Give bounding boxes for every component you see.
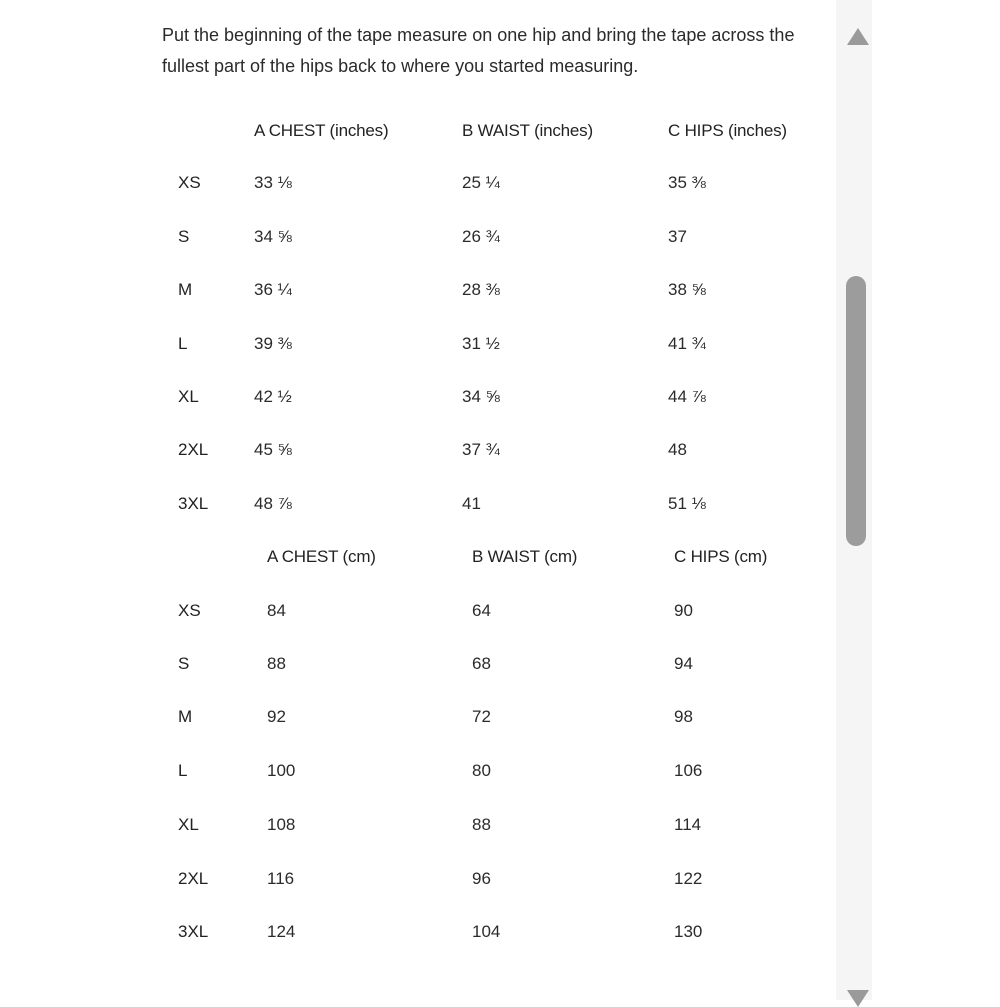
chest-value: 34 ⅝ [254,227,292,246]
table-row [0,917,836,947]
chest-value: 33 ⅛ [254,173,292,192]
table-row [0,702,836,732]
waist-value: 80 [472,761,491,780]
column-header-hips-inches: C HIPS (inches) [668,121,787,140]
waist-value: 68 [472,654,491,673]
column-header-waist-cm: B WAIST (cm) [472,547,578,566]
waist-value: 37 ¾ [462,440,500,459]
waist-value: 26 ¾ [462,227,500,246]
table-row [0,222,836,252]
waist-value: 31 ½ [462,334,500,353]
scrollbar-thumb[interactable] [846,276,866,546]
table-row [0,382,836,412]
waist-value: 25 ¼ [462,173,500,192]
size-label: M [178,707,193,726]
size-label: S [178,227,190,246]
column-header-hips-cm: C HIPS (cm) [674,547,768,566]
column-header-chest-cm: A CHEST (cm) [267,547,376,566]
hips-value: 37 [668,227,687,246]
table-row [0,810,836,840]
chest-value: 108 [267,815,296,834]
waist-value: 104 [472,922,501,941]
size-label: XL [178,815,199,834]
hips-value: 130 [674,922,703,941]
chest-value: 45 ⅝ [254,440,292,459]
size-label: 2XL [178,869,209,888]
size-label: M [178,280,193,299]
measuring-instructions: Put the beginning of the tape measure on one hip and bring the tape across the fullest part of the hips back to where you started measuring. [162,25,795,76]
waist-value: 41 [462,494,481,513]
size-label: L [178,334,188,353]
triangle-down-icon[interactable] [847,990,869,1007]
table-row [0,435,836,465]
triangle-up-icon[interactable] [847,28,869,45]
chest-value: 84 [267,601,286,620]
hips-value: 35 ⅜ [668,173,706,192]
size-label: 3XL [178,922,209,941]
waist-value: 88 [472,815,491,834]
hips-value: 114 [674,815,702,834]
waist-value: 64 [472,601,491,620]
size-label: L [178,761,188,780]
hips-value: 106 [674,761,703,780]
size-label: S [178,654,190,673]
hips-value: 122 [674,869,703,888]
size-label: 2XL [178,440,209,459]
hips-value: 90 [674,601,693,620]
table-header-row [0,116,836,146]
chest-value: 39 ⅜ [254,334,292,353]
table-row [0,275,836,305]
chest-value: 116 [267,869,295,888]
table-row [0,649,836,679]
chest-value: 88 [267,654,286,673]
table-row [0,756,836,786]
table-header-row [0,542,836,572]
chest-value: 48 ⅞ [254,494,292,513]
hips-value: 41 ¾ [668,334,706,353]
hips-value: 48 [668,440,687,459]
waist-value: 28 ⅜ [462,280,500,299]
hips-value: 94 [674,654,693,673]
chest-value: 124 [267,922,296,941]
hips-value: 98 [674,707,693,726]
chest-value: 36 ¼ [254,280,292,299]
table-row [0,329,836,359]
waist-value: 72 [472,707,491,726]
column-header-chest-inches: A CHEST (inches) [254,121,389,140]
size-label: XL [178,387,199,406]
hips-value: 44 ⅞ [668,387,706,406]
size-label: XS [178,601,201,620]
hips-value: 51 ⅛ [668,494,706,513]
table-row [0,489,836,519]
table-row [0,864,836,894]
size-label: XS [178,173,201,192]
hips-value: 38 ⅝ [668,280,706,299]
waist-value: 96 [472,869,491,888]
size-label: 3XL [178,494,209,513]
table-row [0,168,836,198]
chest-value: 92 [267,707,286,726]
waist-value: 34 ⅝ [462,387,500,406]
chest-value: 100 [267,761,296,780]
table-row [0,596,836,626]
chest-value: 42 ½ [254,387,292,406]
column-header-waist-inches: B WAIST (inches) [462,121,593,140]
